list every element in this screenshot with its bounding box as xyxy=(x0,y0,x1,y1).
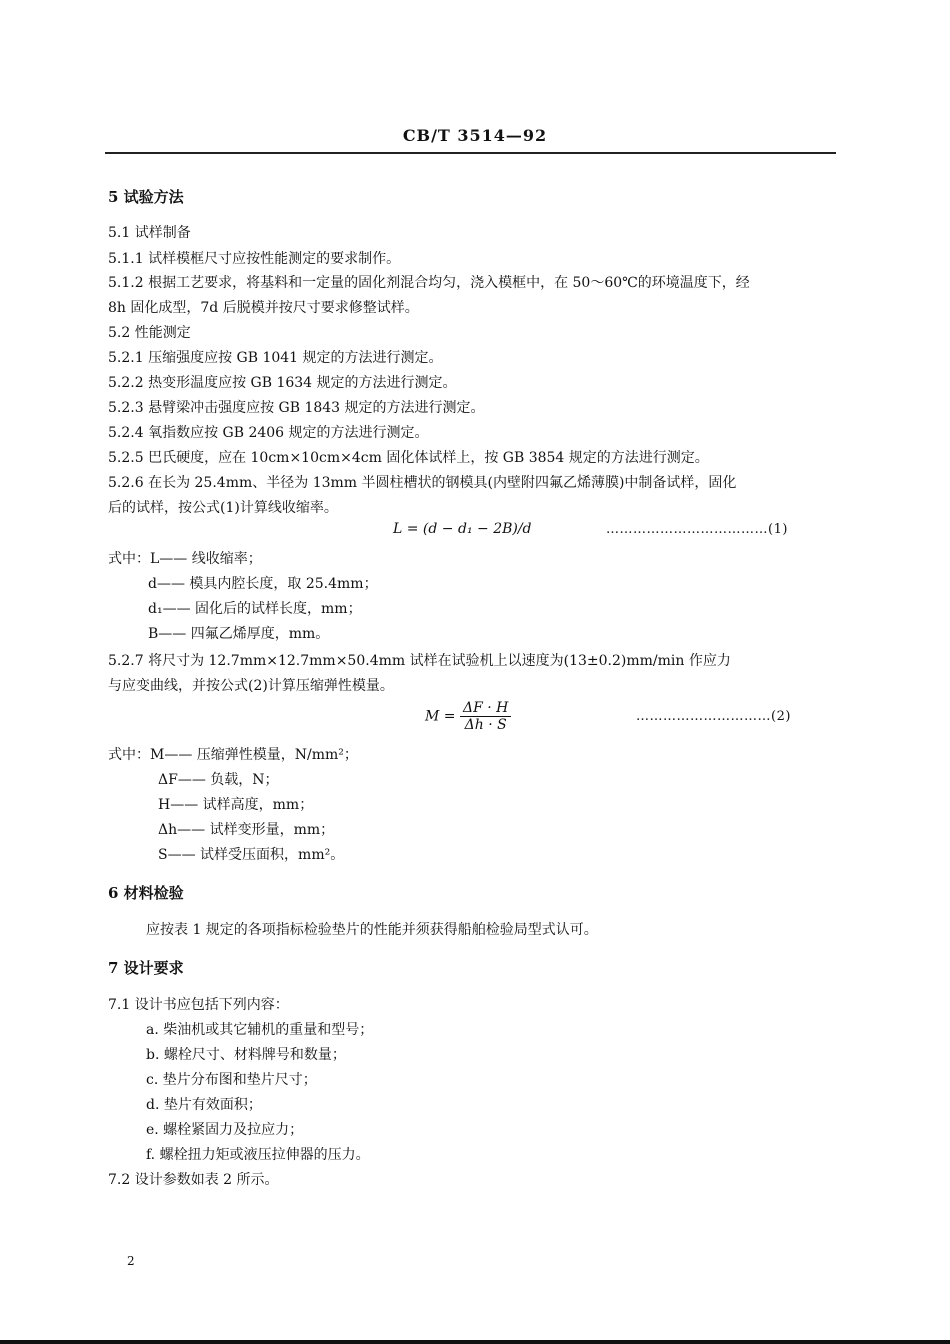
header-rule xyxy=(105,152,836,154)
list-item-a: a. 柴油机或其它辅机的重量和型号； xyxy=(146,1022,374,1038)
formula-2-number: …………………………(2) xyxy=(636,709,791,724)
list-item-f: f. 螺栓扭力矩或液压拉伸器的压力。 xyxy=(146,1147,370,1163)
clause-7-2: 7.2 设计参数如表 2 所示。 xyxy=(108,1172,279,1188)
where1-line-1: d—— 模具内腔长度，取 25.4mm； xyxy=(148,576,378,592)
clause-5-1-2-line2: 8h 固化成型，7d 后脱模并按尺寸要求修整试样。 xyxy=(108,300,419,316)
section-6-body: 应按表 1 规定的各项指标检验垫片的性能并须获得船舶检验局型式认可。 xyxy=(146,922,598,938)
where1-line-0: 式中：L—— 线收缩率； xyxy=(108,551,262,567)
formula-2-lhs: M = xyxy=(425,708,456,725)
clause-5-2-6-line1: 5.2.6 在长为 25.4mm、半径为 13mm 半圆柱槽状的钢模具(内壁附四氟乙烯薄膜)中制备试样，固化 xyxy=(108,475,737,491)
clause-5-2-5: 5.2.5 巴氏硬度，应在 10cm×10cm×4cm 固化体试样上，按 GB 3854 规定的方法进行测定。 xyxy=(108,450,709,466)
formula-2-numerator: ΔF · H xyxy=(460,700,511,717)
formula-2 xyxy=(425,700,511,733)
section-5-title: 5 试验方法 xyxy=(108,188,184,206)
clause-5-2: 5.2 性能测定 xyxy=(108,325,191,341)
where1-line-2: d₁—— 固化后的试样长度，mm； xyxy=(148,601,362,617)
clause-7-1: 7.1 设计书应包括下列内容： xyxy=(108,997,289,1013)
list-item-c: c. 垫片分布图和垫片尺寸； xyxy=(146,1072,317,1088)
clause-5-2-7-line1: 5.2.7 将尺寸为 12.7mm×12.7mm×50.4mm 试样在试验机上以速度为(13±0.2)mm/min 作应力 xyxy=(108,653,731,669)
where2-line-2: H—— 试样高度，mm； xyxy=(158,797,314,813)
list-item-b: b. 螺栓尺寸、材料牌号和数量； xyxy=(146,1047,346,1063)
formula-2-fraction xyxy=(460,700,511,733)
clause-5-2-7-line2: 与应变曲线，并按公式(2)计算压缩弹性模量。 xyxy=(108,678,394,694)
clause-5-2-2: 5.2.2 热变形温度应按 GB 1634 规定的方法进行测定。 xyxy=(108,375,457,391)
clause-5-2-1: 5.2.1 压缩强度应按 GB 1041 规定的方法进行测定。 xyxy=(108,350,443,366)
formula-2-denominator: Δh · S xyxy=(464,717,507,733)
standard-code-header: CB/T 3514—92 xyxy=(402,126,548,145)
list-item-d: d. 垫片有效面积； xyxy=(146,1097,262,1113)
where2-line-3: Δh—— 试样变形量，mm； xyxy=(158,822,335,838)
clause-5-2-3: 5.2.3 悬臂梁冲击强度应按 GB 1843 规定的方法进行测定。 xyxy=(108,400,485,416)
scan-bottom-edge xyxy=(0,1340,950,1344)
where2-line-1: ΔF—— 负载，N； xyxy=(158,772,279,788)
section-7-title: 7 设计要求 xyxy=(108,959,184,977)
clause-5-1-2-line1: 5.1.2 根据工艺要求，将基料和一定量的固化剂混合均匀，浇入模框中，在 50～60℃的环境温度下，经 xyxy=(108,275,750,291)
list-item-e: e. 螺栓紧固力及拉应力； xyxy=(146,1122,304,1138)
section-6-title: 6 材料检验 xyxy=(108,884,184,902)
page-number: 2 xyxy=(127,1254,135,1268)
clause-5-1: 5.1 试样制备 xyxy=(108,225,191,241)
clause-5-2-6-line2: 后的试样，按公式(1)计算线收缩率。 xyxy=(108,500,338,516)
where2-line-0: 式中：M—— 压缩弹性模量，N/mm²； xyxy=(108,747,358,763)
formula-1: L = (d − d₁ − 2B)/d xyxy=(393,521,532,537)
where1-line-3: B—— 四氟乙烯厚度，mm。 xyxy=(148,626,330,642)
formula-1-number: ………………………………(1) xyxy=(606,522,788,537)
where2-line-4: S—— 试样受压面积，mm²。 xyxy=(158,847,345,863)
clause-5-1-1: 5.1.1 试样模框尺寸应按性能测定的要求制作。 xyxy=(108,251,401,267)
clause-5-2-4: 5.2.4 氧指数应按 GB 2406 规定的方法进行测定。 xyxy=(108,425,429,441)
